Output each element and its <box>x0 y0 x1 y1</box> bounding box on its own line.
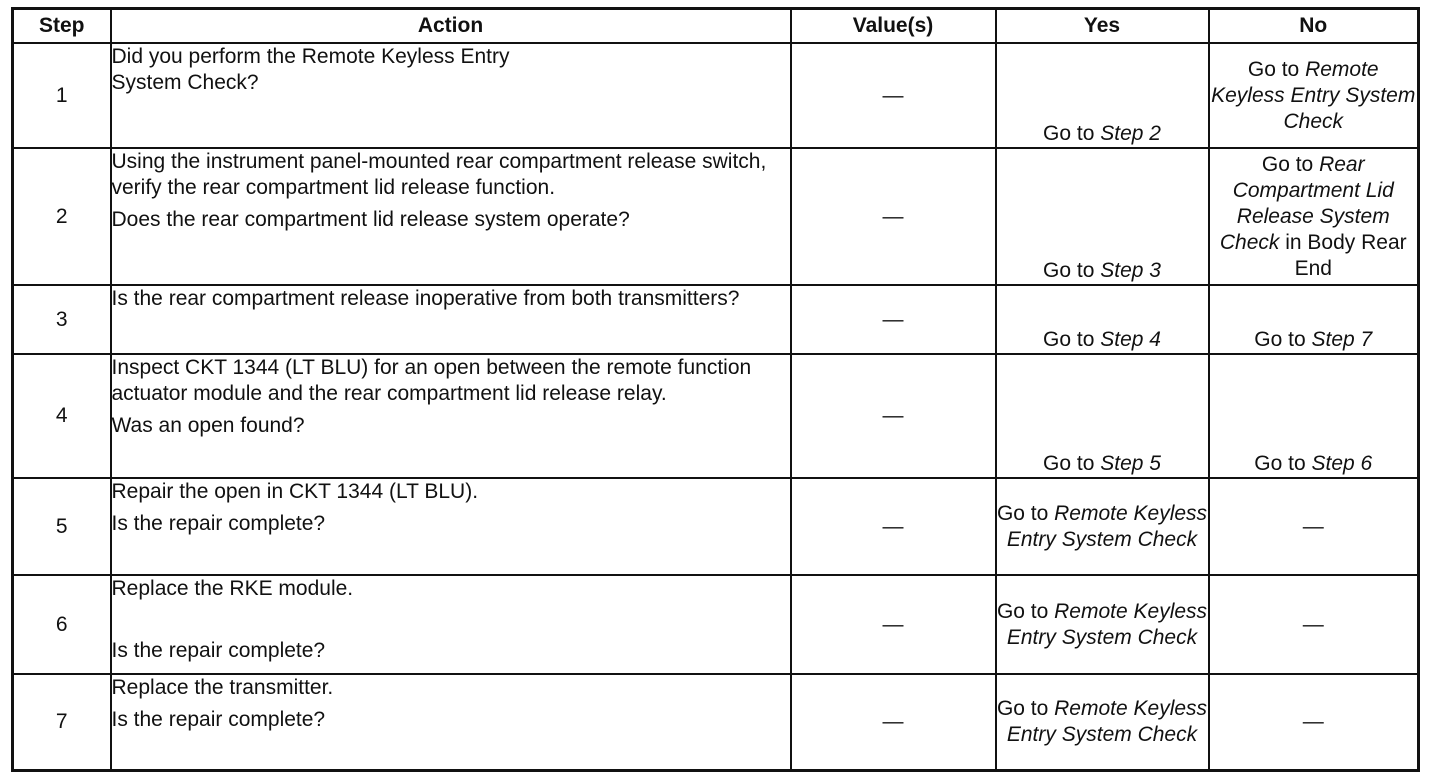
yes-prefix: Go to <box>1043 328 1101 351</box>
no-cell <box>1209 148 1419 285</box>
no-cell <box>1209 285 1419 354</box>
action-text: Does the rear compartment lid release system operate? <box>111 208 630 231</box>
step-number: 6 <box>13 575 111 674</box>
action-text: System Check? <box>111 71 259 94</box>
no-cell <box>1209 478 1419 575</box>
action-text: Is the repair complete? <box>111 639 326 662</box>
value-cell: — <box>791 575 996 674</box>
no-cell <box>1209 575 1419 674</box>
table-row <box>13 674 1419 770</box>
yes-target: Step 4 <box>1100 328 1161 351</box>
action-text: Was an open found? <box>111 414 305 437</box>
yes-cell <box>996 575 1209 674</box>
no-target: Remote Keyless Entry System Check <box>1211 57 1416 133</box>
yes-target: Step 5 <box>1100 452 1161 475</box>
no-prefix: Go to <box>1247 57 1306 81</box>
no-prefix: Go to <box>1254 328 1312 351</box>
action-cell <box>111 478 791 575</box>
yes-cell <box>996 478 1209 575</box>
action-text: Inspect CKT 1344 (LT BLU) for an open between the remote function actuator module and the rear compartment lid release relay. <box>111 356 752 405</box>
no-target: Rear Compartment Lid Release System Check <box>1219 152 1394 254</box>
action-cell <box>111 148 791 285</box>
no-prefix: Go to <box>1261 152 1320 176</box>
yes-cell <box>996 148 1209 285</box>
table-row <box>13 478 1419 575</box>
action-cell <box>111 43 791 148</box>
no-target: Step 7 <box>1311 328 1373 351</box>
value-cell: — <box>791 43 996 148</box>
action-text: Is the repair complete? <box>111 512 326 535</box>
table-row <box>13 148 1419 285</box>
action-cell <box>111 674 791 770</box>
header-action: Action <box>111 9 791 44</box>
table-row <box>13 285 1419 354</box>
yes-cell <box>996 674 1209 770</box>
yes-cell <box>996 43 1209 148</box>
action-cell <box>111 285 791 354</box>
action-text: Is the repair complete? <box>111 708 326 731</box>
step-number: 7 <box>13 674 111 770</box>
no-cell <box>1209 674 1419 770</box>
value-cell: — <box>791 674 996 770</box>
yes-target: Remote Keyless Entry System Check <box>1006 696 1208 746</box>
value-cell: — <box>791 354 996 478</box>
no-cell <box>1209 354 1419 478</box>
step-number: 3 <box>13 285 111 354</box>
no-suffix: in Body Rear End <box>1279 230 1407 280</box>
yes-prefix: Go to <box>1043 452 1101 475</box>
action-split <box>112 576 790 664</box>
header-row <box>13 9 1419 44</box>
no-prefix: — <box>1302 612 1324 636</box>
yes-prefix: Go to <box>996 501 1055 525</box>
yes-cell <box>996 285 1209 354</box>
no-target: Step 6 <box>1311 452 1373 475</box>
action-text: Did you perform the Remote Keyless Entry <box>111 45 510 68</box>
step-number: 4 <box>13 354 111 478</box>
yes-target: Remote Keyless Entry System Check <box>1006 599 1208 649</box>
value-cell: — <box>791 285 996 354</box>
diagnostic-table-sheet <box>11 7 1419 769</box>
yes-prefix: Go to <box>996 696 1055 720</box>
action-text: Using the instrument panel-mounted rear compartment release switch, verify the rear compartment lid release function. <box>111 150 767 199</box>
yes-prefix: Go to <box>996 599 1055 623</box>
table-row <box>13 43 1419 148</box>
action-text: Replace the transmitter. <box>111 676 334 699</box>
step-number: 5 <box>13 478 111 575</box>
yes-prefix: Go to <box>1043 122 1101 145</box>
header-yes: Yes <box>996 9 1209 44</box>
table-row <box>13 354 1419 478</box>
no-cell <box>1209 43 1419 148</box>
action-text: Repair the open in CKT 1344 (LT BLU). <box>111 480 479 503</box>
yes-target: Remote Keyless Entry System Check <box>1006 501 1208 551</box>
yes-prefix: Go to <box>1043 259 1101 282</box>
action-cell <box>111 354 791 478</box>
header-values: Value(s) <box>791 9 996 44</box>
no-prefix: — <box>1302 709 1324 733</box>
yes-target: Step 2 <box>1100 122 1161 145</box>
action-text: Is the rear compartment release inoperative from both transmitters? <box>111 287 740 310</box>
header-step: Step <box>13 9 111 44</box>
yes-target: Step 3 <box>1100 259 1161 282</box>
value-cell: — <box>791 148 996 285</box>
diagnostic-table <box>11 7 1420 772</box>
yes-cell <box>996 354 1209 478</box>
table-row <box>13 575 1419 674</box>
no-prefix: — <box>1302 514 1324 538</box>
value-cell: — <box>791 478 996 575</box>
no-prefix: Go to <box>1254 452 1312 475</box>
action-cell <box>111 575 791 674</box>
step-number: 2 <box>13 148 111 285</box>
action-text: Replace the RKE module. <box>111 577 354 600</box>
step-number: 1 <box>13 43 111 148</box>
header-no: No <box>1209 9 1419 44</box>
